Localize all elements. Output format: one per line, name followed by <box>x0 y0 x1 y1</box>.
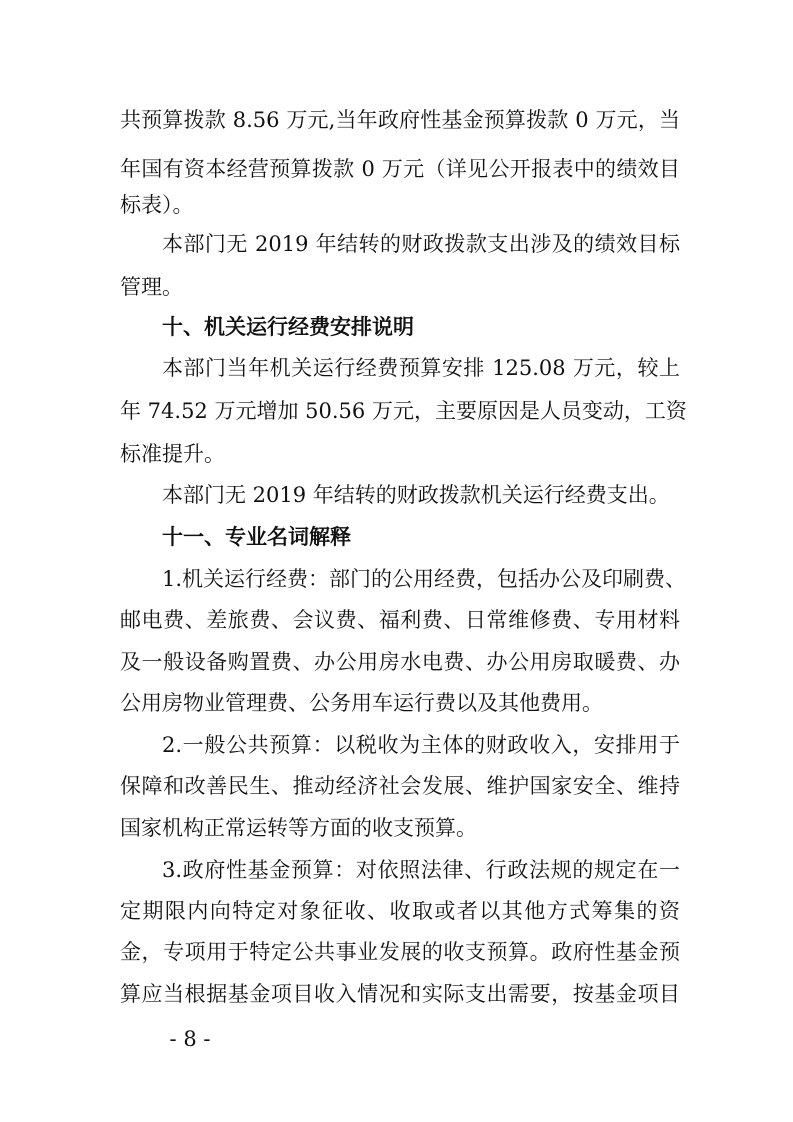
section-heading-11: 十一、专业名词解释 <box>162 525 351 549</box>
body-text-line: 本部门无 2019 年结转的财政拨款支出涉及的绩效目标 <box>162 232 680 256</box>
body-text-line: 2.一般公共预算：以税收为主体的财政收入，安排用于 <box>162 733 680 757</box>
body-text-line: 保障和改善民生、推动经济社会发展、维护国家安全、维持 <box>120 774 680 798</box>
body-text-line: 3.政府性基金预算：对依照法律、行政法规的规定在一 <box>162 858 680 882</box>
page-number: - 8 - <box>169 1027 211 1051</box>
section-heading-10: 十、机关运行经费安排说明 <box>162 315 414 339</box>
body-text-line: 本部门当年机关运行经费预算安排 125.08 万元，较上 <box>162 356 680 380</box>
body-text-line: 标表）。 <box>120 193 194 217</box>
body-text-line: 1.机关运行经费：部门的公用经费，包括办公及印刷费、 <box>162 567 687 591</box>
body-text-line: 公用房物业管理费、公务用车运行费以及其他费用。 <box>120 691 603 715</box>
body-text-line: 邮电费、差旅费、会议费、福利费、日常维修费、专用材料 <box>120 608 680 632</box>
body-text-line: 国家机构正常运转等方面的收支预算。 <box>120 816 477 840</box>
body-text-line: 及一般设备购置费、办公用房水电费、办公用房取暖费、办 <box>120 650 680 674</box>
body-text-line: 年 74.52 万元增加 50.56 万元，主要原因是人员变动，工资 <box>120 399 687 423</box>
body-text-line: 年国有资本经营预算拨款 0 万元（详见公开报表中的绩效目 <box>120 157 680 181</box>
body-text-line: 管理。 <box>120 275 183 299</box>
body-text-line: 共预算拨款 8.56 万元,当年政府性基金预算拨款 0 万元，当 <box>120 108 680 132</box>
body-text-line: 定期限内向特定对象征收、收取或者以其他方式筹集的资 <box>120 899 680 923</box>
body-text-line: 算应当根据基金项目收入情况和实际支出需要，按基金项目 <box>120 982 680 1006</box>
body-text-line: 金，专项用于特定公共事业发展的收支预算。政府性基金预 <box>120 940 680 964</box>
body-text-line: 标准提升。 <box>120 442 225 466</box>
body-text-line: 本部门无 2019 年结转的财政拨款机关运行经费支出。 <box>162 483 670 507</box>
